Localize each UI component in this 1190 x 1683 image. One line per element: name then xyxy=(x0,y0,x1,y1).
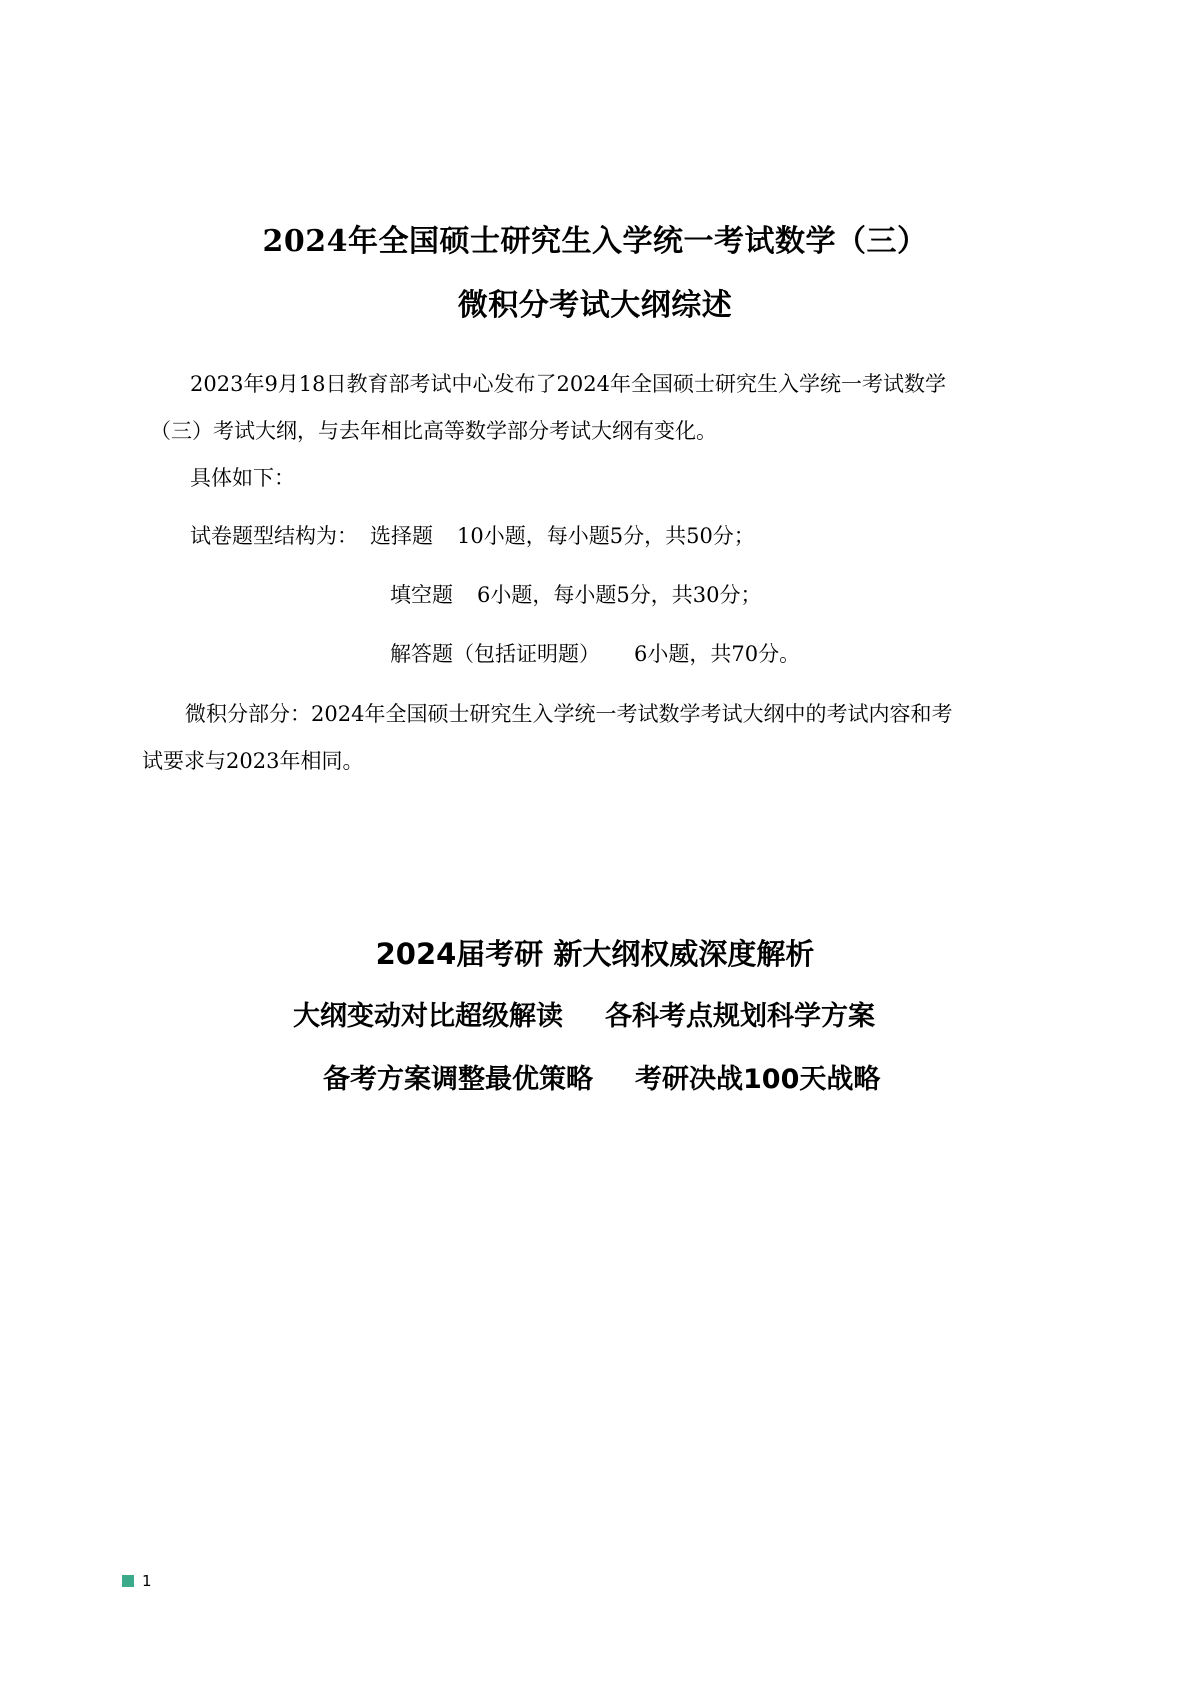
promo-row-1 xyxy=(293,1003,875,1030)
structure-row-answer xyxy=(390,644,800,665)
promo-title: 2024届考研 新大纲权威深度解析 xyxy=(375,937,815,971)
page-footer xyxy=(122,1572,152,1590)
question-desc: 6小题，共70分。 xyxy=(634,642,801,666)
square-icon xyxy=(122,1575,134,1587)
question-type: 解答题（包括证明题） xyxy=(390,642,600,666)
structure-row-choice xyxy=(190,526,755,547)
promo-item: 考研决战100天战略 xyxy=(635,1064,881,1095)
intro-paragraph-line2: （三）考试大纲，与去年相比高等数学部分考试大纲有变化。 xyxy=(150,419,717,443)
structure-row-fill xyxy=(390,585,761,606)
question-type: 填空题 xyxy=(390,583,453,607)
question-desc: 6小题，每小题5分，共30分； xyxy=(477,583,762,607)
promo-item: 备考方案调整最优策略 xyxy=(323,1064,593,1095)
page-number: 1 xyxy=(142,1572,152,1590)
calculus-paragraph-line2: 试要求与2023年相同。 xyxy=(142,749,364,773)
promo-row-2 xyxy=(323,1066,880,1093)
document-subtitle: 微积分考试大纲综述 xyxy=(457,288,733,323)
promo-item: 各科考点规划科学方案 xyxy=(605,1001,875,1032)
structure-label: 试卷题型结构为： xyxy=(190,524,358,548)
calculus-paragraph-line1: 微积分部分：2024年全国硕士研究生入学统一考试数学考试大纲中的考试内容和考 xyxy=(185,702,953,726)
intro-paragraph-line1: 2023年9月18日教育部考试中心发布了2024年全国硕士研究生入学统一考试数学 xyxy=(190,372,946,396)
question-desc: 10小题，每小题5分，共50分； xyxy=(457,524,755,548)
promo-item: 大纲变动对比超级解读 xyxy=(293,1001,563,1032)
question-type: 选择题 xyxy=(370,524,433,548)
document-title: 2024年全国硕士研究生入学统一考试数学（三） xyxy=(262,224,928,259)
details-label: 具体如下： xyxy=(190,466,295,490)
